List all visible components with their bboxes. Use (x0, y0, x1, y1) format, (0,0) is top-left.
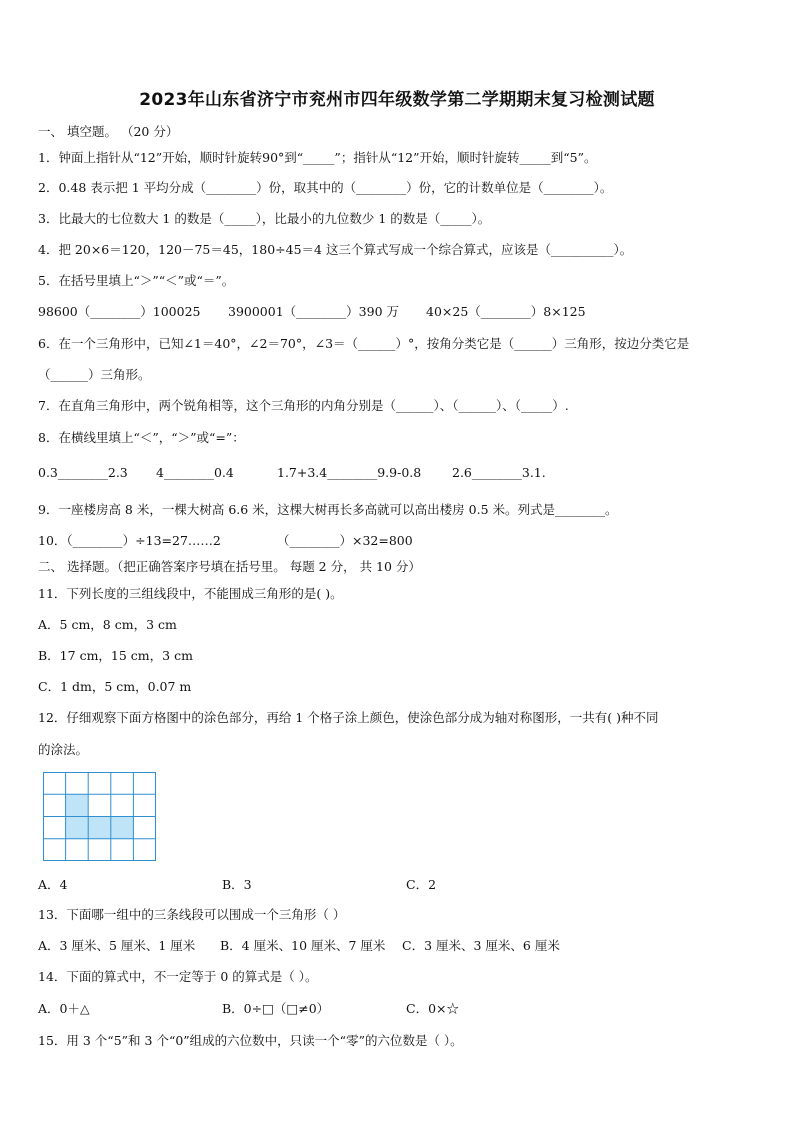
question-6: 6．在一个三角形中，已知∠1＝40°，∠2＝70°，∠3＝（______）°，按角分类它是（______）三角形，按边分类它是 (38, 336, 690, 351)
question-10-part-b: （________）×32=800 (277, 533, 413, 548)
question-12-option-a: A．4 (38, 877, 68, 892)
question-5-item: 98600（________）100025 (38, 304, 201, 319)
page-title: 2023年山东省济宁市兖州市四年级数学第二学期期末复习检测试题 (139, 90, 655, 110)
question-14: 14．下面的算式中，不一定等于 0 的算式是（ ）。 (38, 969, 318, 984)
question-6-continued: （______）三角形。 (38, 367, 151, 382)
question-13-option-b: B．4 厘米、10 厘米、7 厘米 (220, 938, 386, 953)
question-8-item: 0.3________2.3 (38, 465, 128, 480)
question-12-option-c: C．2 (406, 877, 437, 892)
question-5-item: 40×25（________）8×125 (426, 304, 586, 319)
question-5: 5．在括号里填上“＞”“＜”或“＝”。 (38, 273, 235, 288)
question-13-option-a: A．3 厘米、5 厘米、1 厘米 (38, 938, 196, 953)
question-8-item: 4________0.4 (156, 465, 234, 480)
shaded-grid-figure (43, 772, 156, 861)
question-14-option-b: B．0÷□（□≠0） (222, 1001, 330, 1016)
question-12-continued: 的涂法。 (38, 742, 89, 757)
question-12-option-b: B．3 (222, 877, 252, 892)
question-11-option-b: B．17 cm，15 cm，3 cm (38, 648, 193, 663)
question-14-option-c: C．0×☆ (406, 1001, 459, 1016)
question-3: 3．比最大的七位数大 1 的数是（_____），比最小的九位数少 1 的数是（_____）。 (38, 211, 491, 226)
question-8-item: 1.7+3.4________9.9-0.8 (277, 465, 422, 480)
grid-lines (43, 772, 156, 861)
question-9: 9．一座楼房高 8 米，一棵大树高 6.6 米，这棵大树再长多高就可以高出楼房 0.5 米。列式是________。 (38, 502, 618, 517)
question-2: 2．0.48 表示把 1 平均分成（________）份，取其中的（________）份，它的计数单位是（________）。 (38, 180, 613, 195)
shaded-cell (88, 817, 111, 839)
question-8: 8．在横线里填上“＜”，“＞”或“=”： (38, 430, 245, 445)
shaded-cell (66, 817, 89, 839)
question-4: 4．把 20×6＝120，120－75＝45，180÷45＝4 这三个算式写成一个综合算式，应该是（__________）。 (38, 242, 633, 257)
question-13: 13．下面哪一组中的三条线段可以围成一个三角形（ ） (38, 907, 346, 922)
section-choice-heading: 二、 选择题。（把正确答案序号填在括号里。 每题 2 分， 共 10 分） (38, 559, 421, 574)
question-5-item: 3900001（________）390 万 (228, 304, 400, 319)
question-7: 7．在直角三角形中，两个锐角相等，这个三角形的内角分别是（______）、（______）、（_____）. (38, 398, 569, 413)
question-1: 1．钟面上指针从“12”开始，顺时针旋转90°到“_____”；指针从“12”开始，顺时针旋转_____到“5”。 (38, 150, 597, 165)
question-12: 12．仔细观察下面方格图中的涂色部分，再给 1 个格子涂上颜色，使涂色部分成为轴对称图形，一共有( )种不同 (38, 710, 659, 725)
question-11: 11．下列长度的三组线段中，不能围成三角形的是( )。 (38, 586, 343, 601)
question-15: 15．用 3 个“5”和 3 个“0”组成的六位数中，只读一个“零”的六位数是（ ）。 (38, 1033, 463, 1048)
question-14-option-a: A．0＋△ (38, 1001, 90, 1016)
shaded-cell (66, 794, 89, 816)
question-10-part-a: 10．（________）÷13=27……2 (38, 533, 221, 548)
question-11-option-a: A．5 cm，8 cm，3 cm (38, 617, 177, 632)
question-8-item: 2.6________3.1. (452, 465, 546, 480)
question-13-option-c: C．3 厘米、3 厘米、6 厘米 (402, 938, 560, 953)
question-11-option-c: C．1 dm，5 cm，0.07 m (38, 679, 192, 694)
shaded-cell (111, 817, 134, 839)
section-fill-blank-heading: 一、 填空题。 （20 分） (38, 124, 179, 139)
